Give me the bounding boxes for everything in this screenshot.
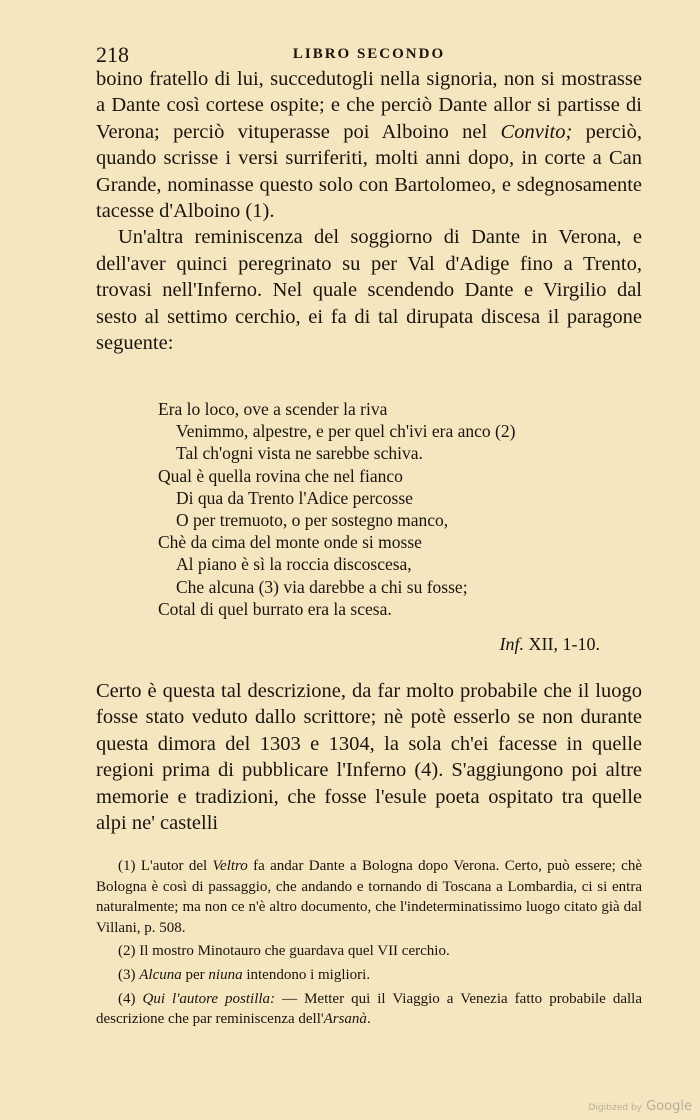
verse-line: Qual è quella rovina che nel fianco bbox=[158, 465, 403, 486]
footnote-1-text-a: (1) L'autor del bbox=[118, 858, 213, 874]
verse-citation bbox=[96, 634, 600, 655]
footnote-3-italic-1: Alcuna bbox=[139, 966, 182, 983]
footnote-2: (2) Il mostro Minotauro che guardava quel VII cerchio. bbox=[118, 943, 450, 960]
footnote-4-text-a: (4) bbox=[118, 990, 143, 1007]
watermark-brand: Google bbox=[646, 1099, 692, 1114]
verse-line: Che alcuna (3) via darebbe a chi su fosse; bbox=[176, 576, 468, 597]
footnote-3-text-a: (3) bbox=[118, 966, 140, 983]
main-text bbox=[96, 66, 642, 356]
verse-line: Al piano è sì la roccia discoscesa, bbox=[176, 554, 412, 575]
footnote-3-text-b: intendono i migliori. bbox=[242, 966, 371, 983]
footnote-4 bbox=[96, 989, 642, 1030]
verse-line: Venimmo, alpestre, e per quel ch'ivi era anco (2) bbox=[176, 421, 516, 442]
verse-quotation bbox=[158, 398, 628, 620]
verse-line: Di qua da Trento l'Adice percosse bbox=[176, 487, 413, 508]
footnote-4-text-b: — Metter qui il Viaggio a Venezia fatto probabile dalla descrizione che par reminiscenza dell' bbox=[96, 990, 643, 1028]
citation-reference: XII, 1-10. bbox=[524, 634, 600, 654]
paragraph-1-text-b: perciò, quando scrisse i versi surriferiti, molti anni dopo, in corte a Can Grande, nominasse questo solo con Bartolomeo, e sdegnosamente tacesse d'Alboino (1). bbox=[96, 120, 642, 223]
paragraph-1-text-a: boino fratello di lui, succedutogli nella signoria, non si mostrasse a Dante così cortese ospite; e che perciò Dante allor si partisse di Verona; perciò vituperasse poi Alboino nel bbox=[96, 68, 642, 143]
footnote-3 bbox=[96, 965, 642, 986]
page-number: 218 bbox=[96, 42, 129, 67]
citation-work: Inf. bbox=[499, 634, 525, 654]
paragraph-2: Un'altra reminiscenza del soggiorno di Dante in Verona, e dell'aver quinci peregrinato su per Val d'Adige fino a Trento, trovasi nell'Inferno. Nel quale scendendo Dante e Virgilio dal sesto al settimo cerchio, ei fa di tal dirupata discesa il paragone seguente: bbox=[96, 226, 642, 355]
convito-title: Convito; bbox=[500, 120, 573, 143]
footnote-3-italic-2: niuna bbox=[208, 966, 243, 983]
footnote-4-text-c: . bbox=[366, 1011, 371, 1028]
footnote-4-italic: Qui l'autore postilla: bbox=[142, 990, 276, 1007]
verse-line: O per tremuoto, o per sostegno manco, bbox=[176, 510, 449, 531]
paragraph-1 bbox=[96, 66, 642, 224]
footnote-1 bbox=[96, 856, 642, 938]
footnote-3-text-m: per bbox=[181, 966, 209, 983]
digitization-watermark bbox=[588, 1099, 692, 1114]
footnote-1-text-b: fa andar Dante a Bologna dopo Verona. Certo, può essere; chè Bologna è così di passaggio, che andando e tornando di Toscana a Lombardia, ci si entra naturalmente; ma non ce n'è altro documento, che l'indeterminatissimo luogo citato già dal Villani, p. 508. bbox=[96, 858, 642, 936]
verse-line: Cotal di quel burrato era la scesa. bbox=[158, 598, 392, 619]
footnote-1-italic: Veltro bbox=[212, 858, 248, 874]
footnote-4-italic-2: Arsanà bbox=[323, 1011, 367, 1028]
verse-line: Chè da cima del monte onde si mosse bbox=[158, 532, 422, 553]
running-title: LIBRO SECONDO bbox=[292, 46, 446, 62]
verse-line: Era lo loco, ove a scender la riva bbox=[158, 399, 388, 419]
footnotes bbox=[96, 856, 642, 1033]
watermark-small: Digitized by bbox=[588, 1103, 643, 1113]
paragraph-3: Certo è questa tal descrizione, da far molto probabile che il luogo fosse stato veduto dallo scrittore; nè potè esserlo se non durante questa dimora del 1303 e 1304, la sola ch'ei facesse in quelle regioni prima di pubblicare l'Inferno (4). S'aggiungono poi altre memorie e tradizioni, che fosse l'esule poeta ospitato tra quelle alpi ne' castelli bbox=[96, 680, 642, 835]
verse-line: Tal ch'ogni vista ne sarebbe schiva. bbox=[176, 443, 423, 464]
